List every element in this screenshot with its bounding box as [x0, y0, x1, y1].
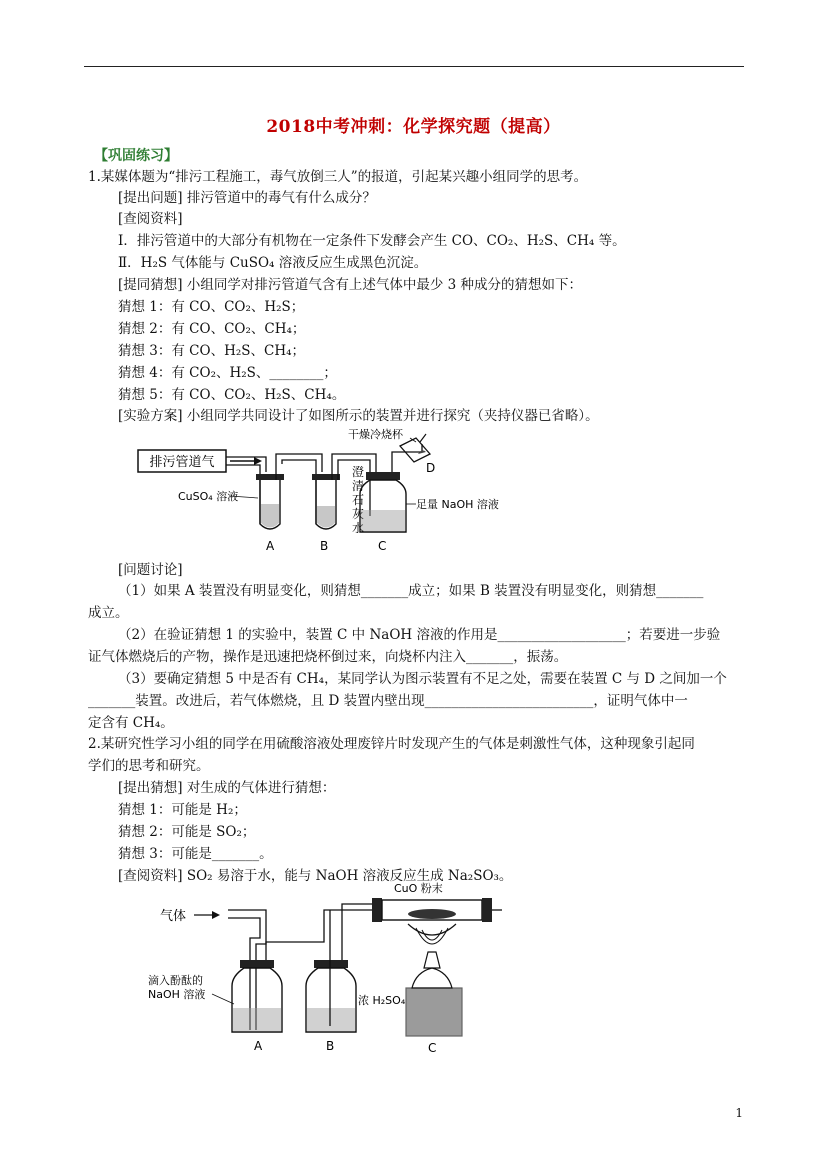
stopper-b: [312, 474, 340, 480]
q1-intro: 1.某媒体题为“排污工程施工，毒气放倒三人”的报道，引起某兴趣小组同学的思考。: [88, 169, 588, 185]
q1-hyp4: 猜想 4：有 CO₂、H₂S、________；: [118, 365, 337, 381]
q1-d2b: 证气体燃烧后的产物，操作是迅速把烧杯倒过来，向烧杯内注入_______，振荡。: [88, 649, 568, 665]
q2-ref: [查阅资料] SO₂ 易溶于水，能与 NaOH 溶液反应生成 Na₂SO₃。: [118, 868, 513, 884]
q1-disc-head: [问题讨论]: [118, 562, 183, 578]
flow-arrow-icon: [254, 457, 262, 465]
q2-intro-a: 2.某研究性学习小组的同学在用硫酸溶液处理废锌片时发现产生的气体是刺激性气体，这种现象引起同: [88, 736, 695, 752]
q2-hyp3: 猜想 3：可能是_______。: [118, 846, 273, 862]
q1-d1b: 成立。: [88, 605, 129, 621]
q1-hyp2: 猜想 2：有 CO、CO₂、CH₄；: [118, 321, 306, 337]
q1-d3c: 定含有 CH₄。: [88, 715, 174, 731]
q1-apparatus-figure: [130, 424, 510, 556]
q1-cuso4-label: CuSO₄ 溶液: [178, 490, 239, 503]
q2-b-label: B: [326, 1039, 335, 1053]
page-title: 2018中考冲刺：化学探究题（提高）: [266, 117, 561, 137]
q1-gas-label: 排污管道气: [149, 455, 215, 470]
page-number: 1: [735, 1106, 743, 1120]
stopper-b2: [314, 960, 348, 968]
q1-c-label: C: [378, 539, 387, 553]
gas-arrow-icon: [212, 911, 220, 919]
q1-naoh-label: 足量 NaOH 溶液: [416, 498, 499, 511]
q2-hyp1: 猜想 1：可能是 H₂；: [118, 802, 247, 818]
limewater-char-4: 灰: [352, 507, 365, 521]
header-rule: [84, 66, 744, 67]
limewater-char-3: 石: [352, 493, 365, 507]
q2-naoh-label2: NaOH 溶液: [148, 988, 206, 1001]
q1-hyp3: 猜想 3：有 CO、H₂S、CH₄；: [118, 343, 306, 359]
q2-hyp2: 猜想 2：可能是 SO₂；: [118, 824, 256, 840]
q1-hyp5: 猜想 5：有 CO、CO₂、H₂S、CH₄。: [118, 387, 346, 403]
q1-cup-label: 干燥冷烧杯: [348, 428, 403, 441]
stopper-a2: [240, 960, 274, 968]
q2-apparatus-figure: [140, 880, 520, 1060]
q1-plan: [实验方案] 小组同学共同设计了如图所示的装置并进行探究（夹持仪器已省略）。: [118, 408, 599, 424]
q2-a-label: A: [254, 1039, 263, 1053]
limewater-char-1: 澄: [352, 465, 365, 479]
q1-d3b: _______装置。改进后，若气体燃烧，且 D 装置内壁出现_________________________，证明气体中一: [88, 693, 688, 709]
q1-d3a: （3）要确定猜想 5 中是否有 CH₄，某同学认为图示装置有不足之处，需要在装置 C 与 D 之间加一个: [118, 671, 727, 687]
q2-naoh-label1: 滴入酚酞的: [148, 974, 203, 987]
q2-hyp-head: [提出猜想] 对生成的气体进行猜想：: [118, 780, 336, 796]
q1-hyp1: 猜想 1：有 CO、CO₂、H₂S；: [118, 299, 305, 315]
q1-ref2: Ⅱ．H₂S 气体能与 CuSO₄ 溶液反应生成黑色沉淀。: [118, 255, 428, 271]
q2-h2so4-label: 浓 H₂SO₄: [358, 994, 406, 1007]
q1-d2a: （2）在验证猜想 1 的实验中，装置 C 中 NaOH 溶液的作用是___________________；若要进一步验: [118, 627, 721, 643]
limewater-char-5: 水: [352, 521, 365, 535]
q1-problem: [提出问题] 排污管道中的毒气有什么成分？: [118, 190, 376, 206]
q1-hyp-head: [提同猜想] 小组同学对排污管道气含有上述气体中最少 3 种成分的猜想如下：: [118, 277, 582, 293]
section-label: 【巩固练习】: [94, 148, 178, 164]
q1-d1a: （1）如果 A 装置没有明显变化，则猜想_______成立；如果 B 装置没有明显变化，则猜想_______: [118, 583, 704, 599]
q1-ref1: Ⅰ．排污管道中的大部分有机物在一定条件下发酵会产生 CO、CO₂、H₂S、CH₄ 等。: [118, 233, 626, 249]
q2-cuo-label: CuO 粉末: [394, 882, 443, 895]
q1-a-label: A: [266, 539, 275, 553]
q2-gas-label: 气体: [160, 909, 187, 924]
q1-d-label: D: [426, 461, 436, 475]
q2-intro-b: 学们的思考和研究。: [88, 758, 210, 774]
q2-c-label: C: [428, 1041, 437, 1055]
limewater-char-2: 清: [352, 479, 365, 493]
stopper-c: [366, 472, 400, 480]
stopper-a: [256, 474, 284, 480]
q1-b-label: B: [320, 539, 329, 553]
burner-stand: [406, 988, 462, 1036]
q1-ref-head: [查阅资料]: [118, 211, 183, 227]
